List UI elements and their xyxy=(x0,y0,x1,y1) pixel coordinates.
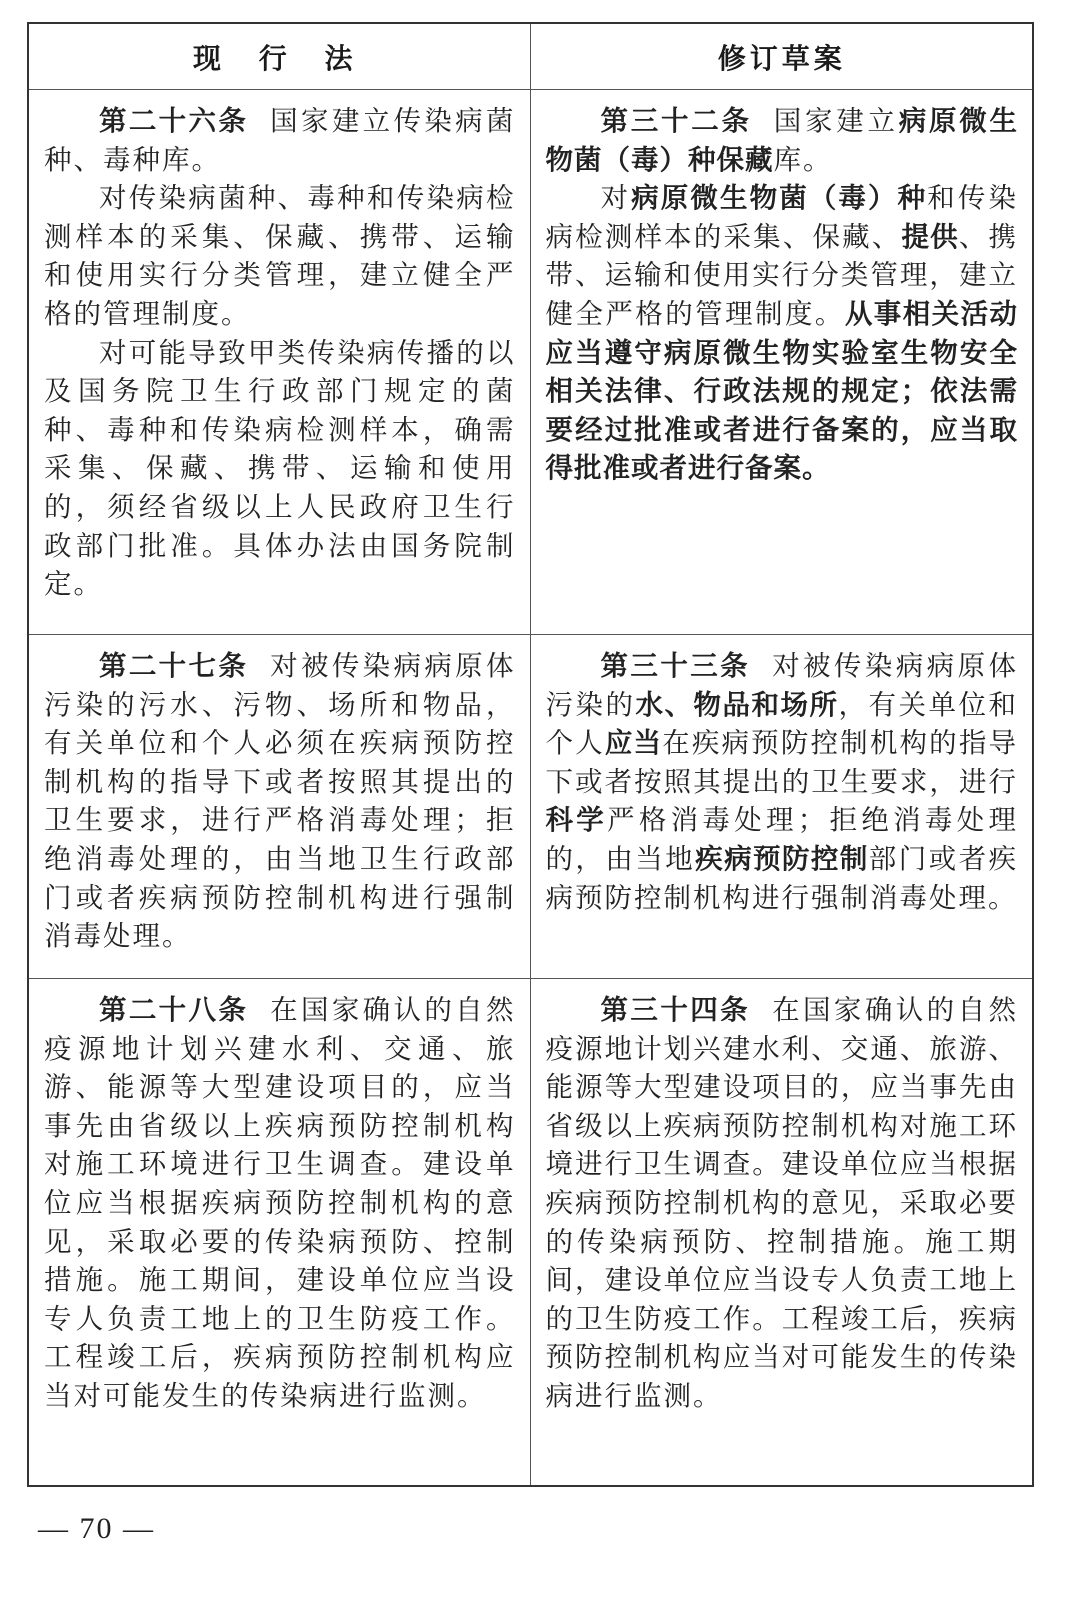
current-law-cell xyxy=(29,90,531,634)
article-text: 严格消毒处理；拒绝消毒处理的，由当地 xyxy=(545,804,1019,875)
header-current-law: 现 行 法 xyxy=(29,24,531,89)
article-text: 对可能导致甲类传染病传播的以及国务院卫生行政部门规定的菌种、毒种和传染病检测样本，确需采集、保藏、携带、运输和使用的，须经省级以上人民政府卫生行政部门批准。具体办法由国务院制定。 xyxy=(44,336,516,601)
revised-text: 疾病预防控制 xyxy=(695,842,869,875)
article-number: 第二十六条 xyxy=(99,105,249,137)
article-text: 在国家确认的自然疫源地计划兴建水利、交通、旅游、能源等大型建设项目的，应当事先由省级以上疾病预防控制机构对施工环境进行卫生调查。建设单位应当根据疾病预防控制机构的意见，采取必要的传染病预防、控制措施。施工期间，建设单位应当设专人负责工地上的卫生防疫工作。工程竣工后，疾病预防控制机构应当对可能发生的传染病进行监测。 xyxy=(545,994,1019,1412)
article-paragraph xyxy=(546,991,1019,1416)
revised-text: 病原微生物菌（毒）种 xyxy=(631,182,928,215)
revised-text: 病原微生物菌（毒）种保藏 xyxy=(545,105,1018,176)
article-text: 对传染病菌种、毒种和传染病检测样本的采集、保藏、携带、运输和使用实行分类管理，建立健全严格的管理制度。 xyxy=(44,182,516,330)
article-text: 在国家确认的自然疫源地计划兴建水利、交通、旅游、能源等大型建设项目的，应当事先由省级以上疾病预防控制机构对施工环境进行卫生调查。建设单位应当根据疾病预防控制机构的意见，采取必要的传染病预防、控制措施。施工期间，建设单位应当设专人负责工地上的卫生防疫工作。工程竣工后，疾病预防控制机构应当对可能发生的传染病进行监测。 xyxy=(44,994,516,1412)
article-paragraph xyxy=(44,647,516,956)
header-revision-draft: 修订草案 xyxy=(717,41,846,75)
article-text: 在疾病预防控制机构的指导下或者按照其提出的卫生要求，进行 xyxy=(545,727,1019,798)
current-law-cell xyxy=(29,635,531,978)
revised-text: 水、物品和场所 xyxy=(635,688,839,721)
revised-text: 提供 xyxy=(901,220,959,253)
revised-text: 应当 xyxy=(604,727,663,760)
article-text: 对被传染病病原体污染的 xyxy=(545,650,1019,721)
article-paragraph xyxy=(44,102,516,179)
article-number: 第三十二条 xyxy=(600,105,752,137)
article-paragraph xyxy=(546,647,1019,917)
current-law-cell xyxy=(29,979,531,1485)
revision-draft-cell xyxy=(531,635,1033,978)
article-paragraph xyxy=(44,991,516,1416)
table-row xyxy=(29,90,1032,635)
article-text: 库。 xyxy=(773,143,833,176)
revision-draft-cell xyxy=(531,979,1033,1485)
comparison-table xyxy=(27,22,1034,1487)
article-number: 第三十四条 xyxy=(600,994,751,1026)
article-text: 部门或者疾病预防控制机构进行强制消毒处理。 xyxy=(545,842,1019,914)
article-number: 第二十七条 xyxy=(99,650,249,682)
article-text: ，有关单位和个人 xyxy=(545,688,1018,760)
article-text: 国家建立传染病菌种、毒种库。 xyxy=(44,105,516,176)
table-row xyxy=(29,635,1032,979)
article-paragraph xyxy=(546,102,1019,179)
article-paragraph xyxy=(44,179,516,333)
table-header-row xyxy=(29,24,1032,90)
page-number: — 70 — xyxy=(38,1512,155,1545)
article-text: 、携带、运输和使用实行分类管理，建立健全严格的管理制度。 xyxy=(545,220,1019,330)
article-number: 第二十八条 xyxy=(99,994,249,1026)
article-paragraph xyxy=(44,334,516,604)
revised-text: 科学 xyxy=(545,804,608,837)
article-text: 对被传染病病原体污染的污水、污物、场所和物品，有关单位和个人必须在疾病预防控制机构的指导下或者按照其提出的卫生要求，进行严格消毒处理；拒绝消毒处理的，由当地卫生行政部门或者疾病预防控制机构进行强制消毒处理。 xyxy=(44,650,516,953)
article-text: 和传染病检测样本的采集、保藏、 xyxy=(545,182,1019,253)
revision-draft-cell xyxy=(531,90,1033,634)
table-row xyxy=(29,979,1032,1485)
article-text: 对 xyxy=(600,182,632,215)
article-text: 国家建立 xyxy=(773,105,899,137)
revised-text: 从事相关活动应当遵守病原微生物实验室生物安全相关法律、行政法规的规定；依法需要经过批准或者进行备案的，应当取得批准或者进行备案。 xyxy=(545,297,1019,485)
article-number: 第三十三条 xyxy=(600,650,751,682)
article-paragraph xyxy=(546,179,1019,488)
